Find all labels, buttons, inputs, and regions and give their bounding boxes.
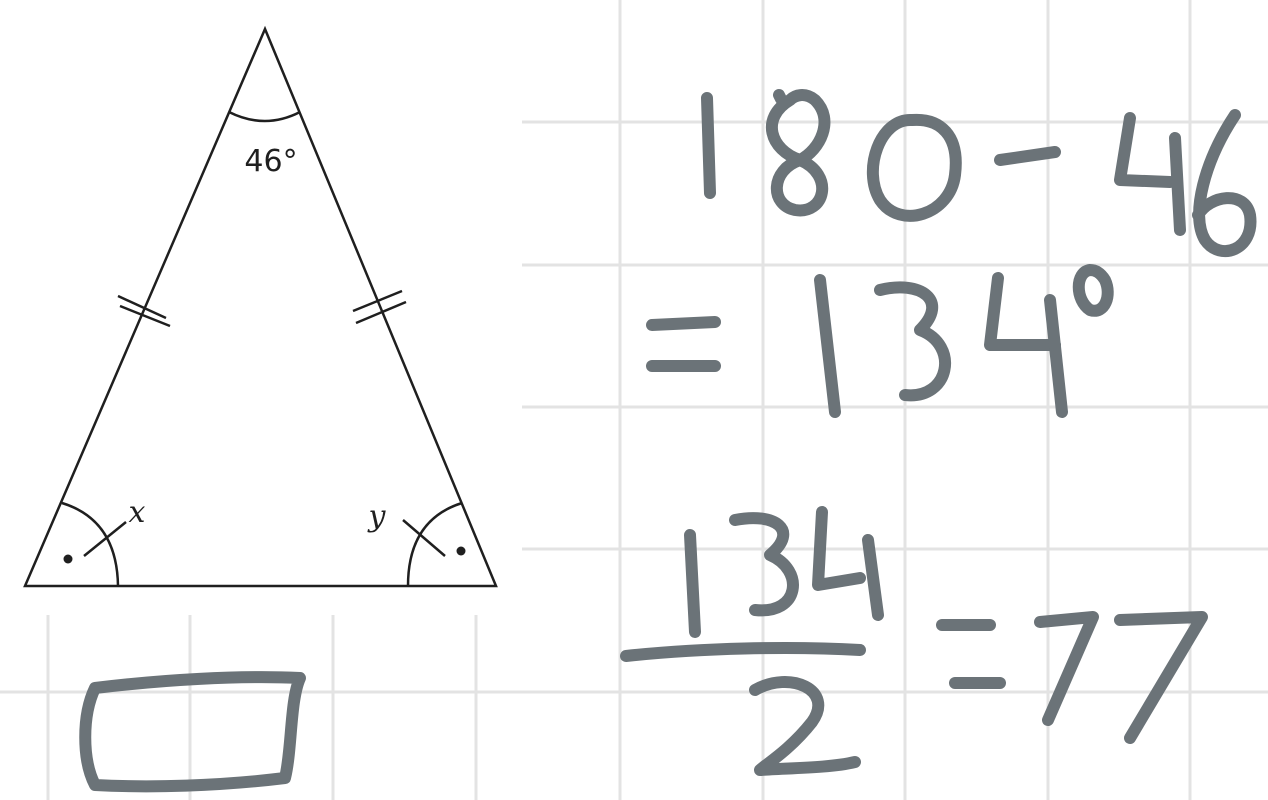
svg-text:134: 134 [780,580,782,581]
left-angle-label: x [128,495,146,530]
left-angle-dot [64,555,73,564]
handwriting-line-1 [707,95,1250,251]
handwriting-line-2 [652,270,1108,412]
svg-text:= 77: = 77 [1070,680,1073,681]
apex-angle-label: 46° [244,144,298,179]
svg-text:2: 2 [800,730,801,731]
svg-text:= 134°: = 134° [880,350,884,351]
right-angle-label: y [368,499,386,534]
answer-box[interactable] [85,677,300,786]
handwriting-result [942,617,1202,738]
handwriting-fraction [626,512,878,770]
svg-text:180 - 46: 180 - 46 [970,160,975,161]
diagram-panel [0,0,522,615]
right-angle-dot [457,547,466,556]
